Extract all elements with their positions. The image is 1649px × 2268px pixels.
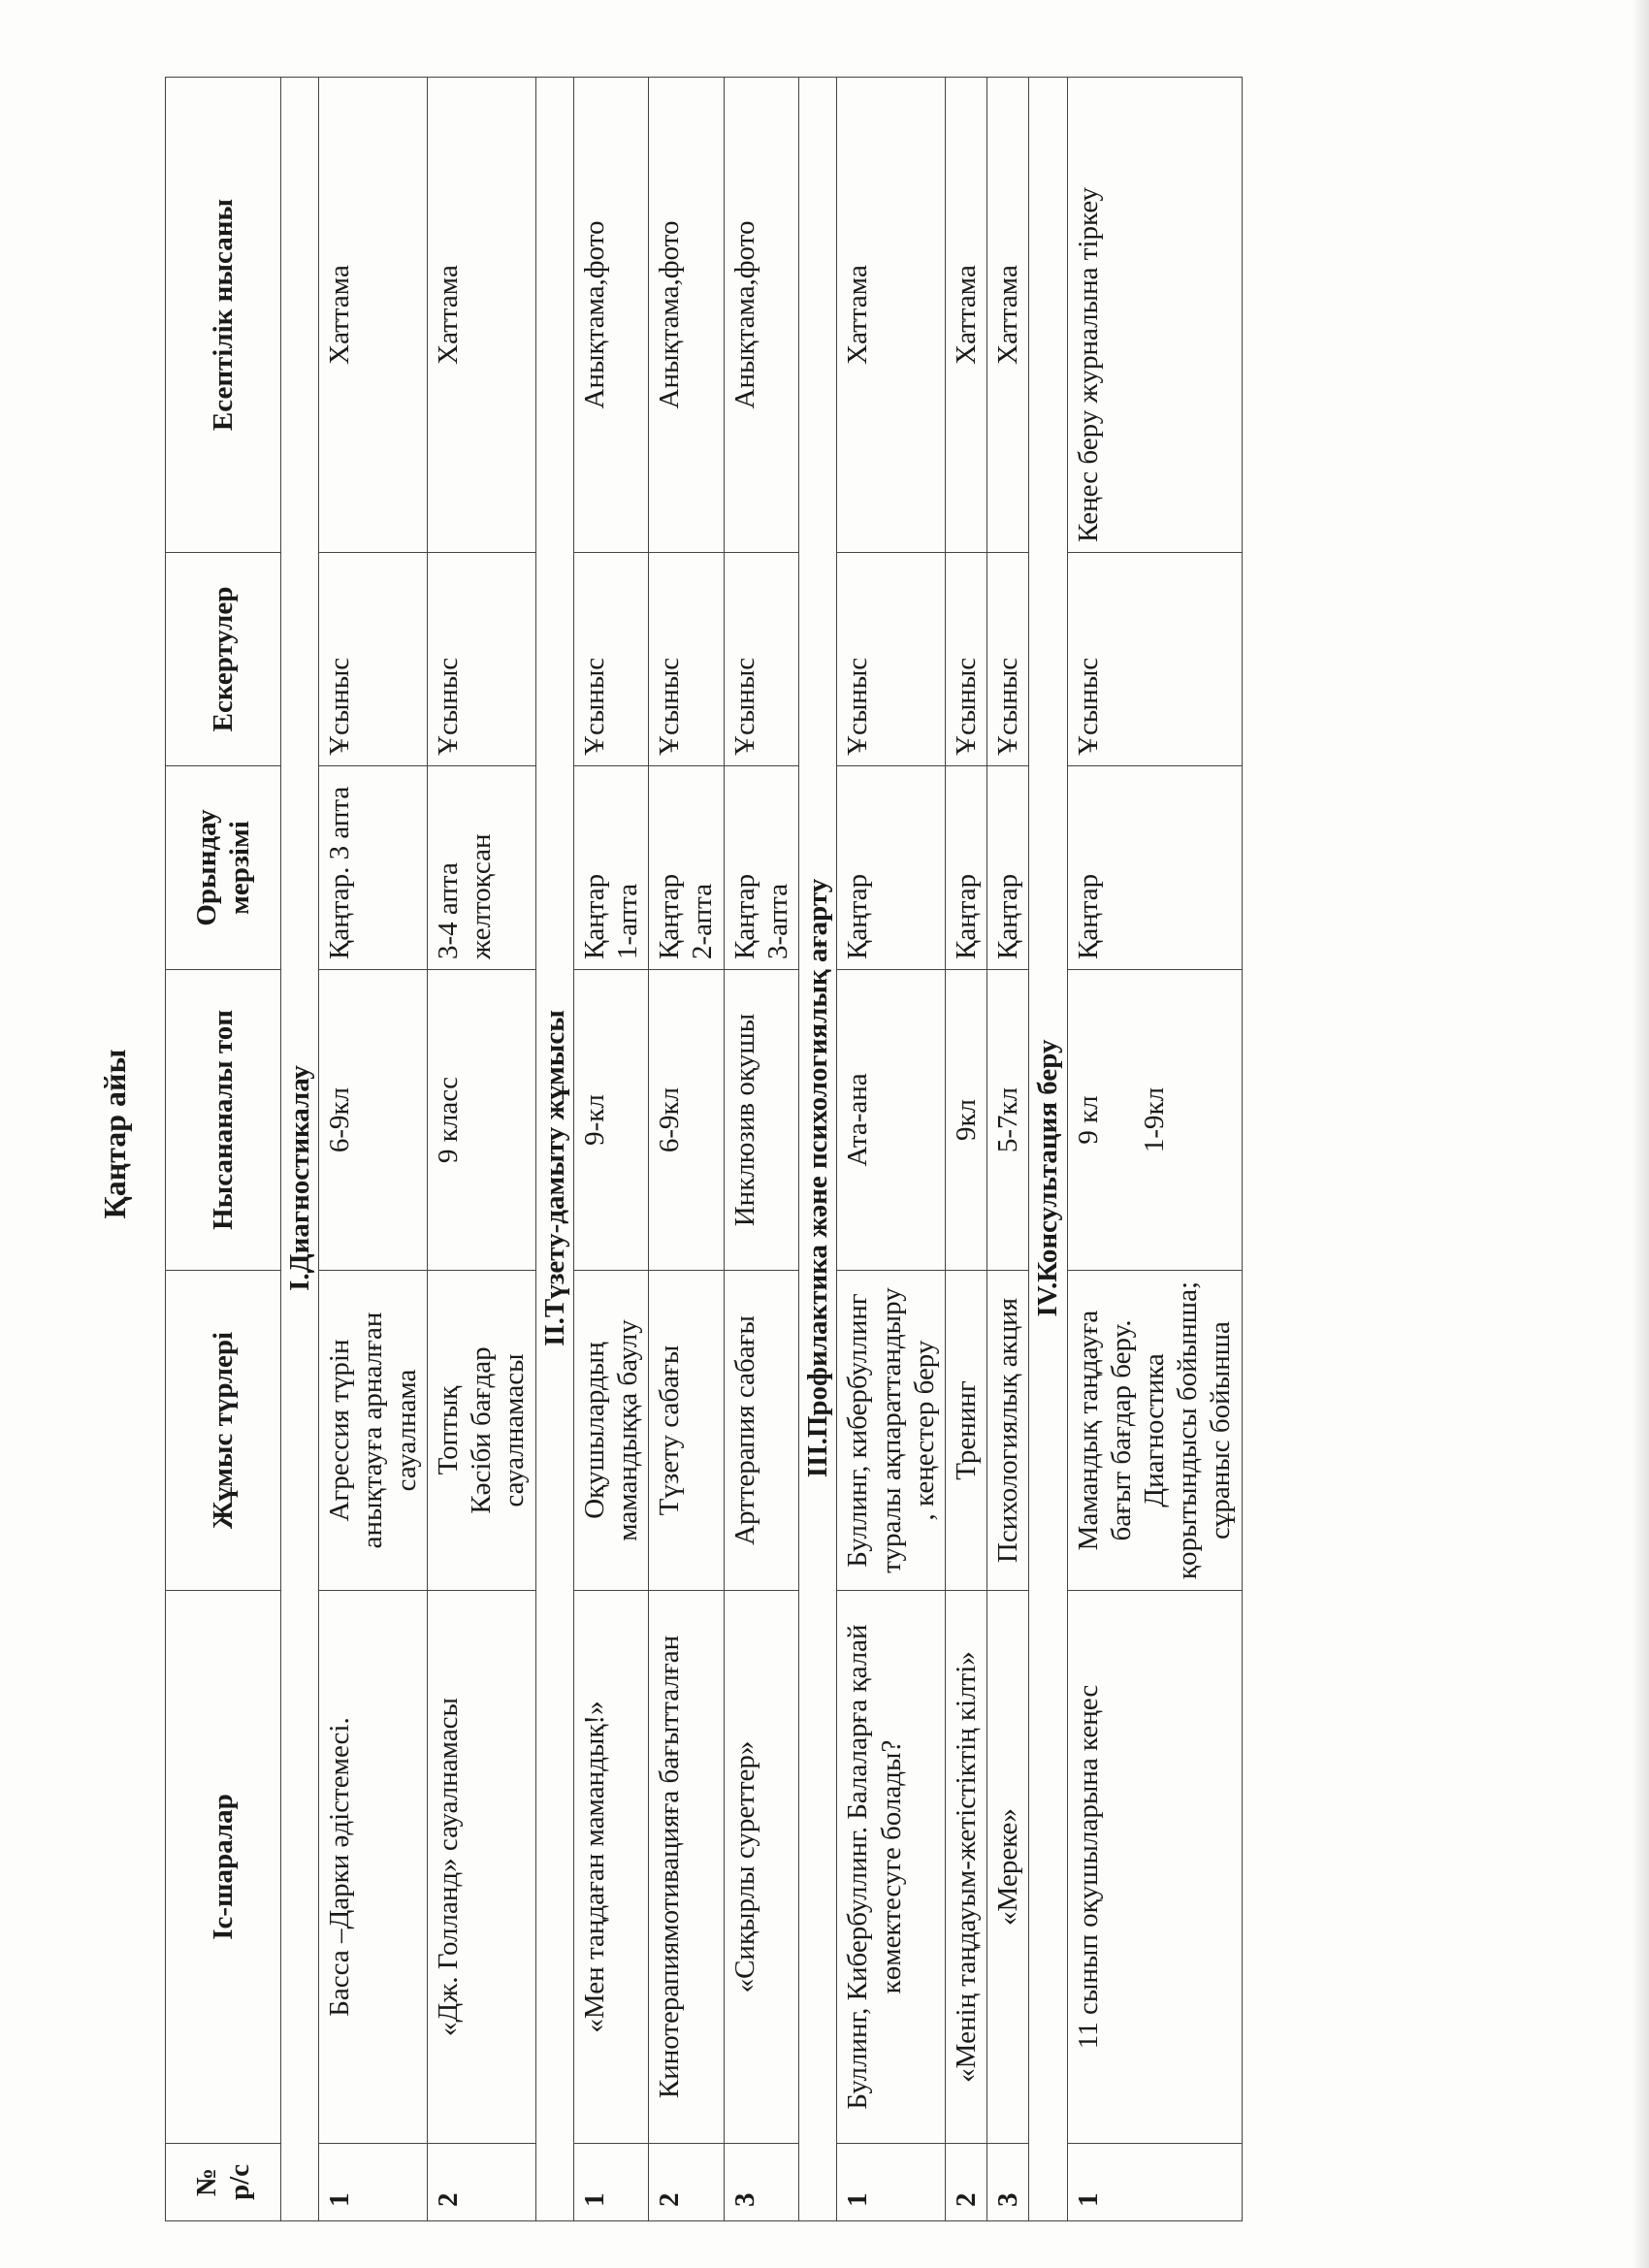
row-deadline: Қаңтар 3-апта: [724, 766, 798, 970]
row-notes: Ұсыныс: [837, 553, 946, 766]
row-target-group: Инклюзив оқушы: [724, 970, 798, 1271]
col-report: Есептілік нысаны: [166, 78, 281, 553]
row-notes: Ұсыныс: [649, 553, 724, 766]
row-report: Анықтама,фото: [724, 78, 798, 553]
section-spacer: [799, 78, 837, 553]
row-target-group: 6-9кл: [319, 970, 428, 1271]
row-deadline: Қаңтар: [987, 766, 1029, 970]
row-report: Анықтама,фото: [649, 78, 724, 553]
row-event: Басса –Дарки әдістемесі.: [319, 1591, 428, 2144]
col-work-types: Жұмыс түрлері: [166, 1271, 281, 1591]
section-header: [535, 78, 573, 2221]
row-target-group: 9-кл: [573, 970, 648, 1271]
col-events: Іс-шаралар: [166, 1591, 281, 2144]
section-spacer: [1029, 1591, 1067, 2144]
section-spacer: [1029, 2144, 1067, 2221]
row-event: «Дж. Голланд» сауалнамасы: [427, 1591, 535, 2144]
row-number: 2: [945, 2144, 986, 2221]
row-work-type: Оқушылардың мамандыққа баулу: [573, 1271, 648, 1591]
row-event: Кинотерапиямотивацияға бағытталған: [649, 1591, 724, 2144]
row-report: Хаттама: [837, 78, 946, 553]
row-number: 2: [427, 2144, 535, 2221]
row-deadline: Қаңтар: [1067, 766, 1242, 970]
row-work-type: Тренинг: [945, 1271, 986, 1591]
section-spacer: [535, 78, 573, 553]
section-title: ІІІ.Профилактика және психологиялық ағарту: [799, 766, 837, 1591]
row-target-group: 6-9кл: [649, 970, 724, 1271]
section-spacer: [281, 1591, 319, 2144]
row-number: 1: [837, 2144, 946, 2221]
row-work-type: Буллинг, кибербуллинг туралы ақпараттандыру , кеңестер беру: [837, 1271, 946, 1591]
table-header-row: [166, 78, 281, 2221]
row-number: 2: [649, 2144, 724, 2221]
row-work-type: Мамандық таңдауға бағыт бағдар беру. Диагностика қорытындысы бойынша; сұраныс бойынша: [1067, 1271, 1242, 1591]
row-notes: Ұсыныс: [427, 553, 535, 766]
row-event: «Сиқырлы суреттер»: [724, 1591, 798, 2144]
table-row: [573, 78, 648, 2221]
row-work-type: Топтық Кәсіби бағдар сауалнамасы: [427, 1271, 535, 1591]
row-work-type: Психологиялық акция: [987, 1271, 1029, 1591]
row-work-type: Түзету сабағы: [649, 1271, 724, 1591]
row-notes: Ұсыныс: [724, 553, 798, 766]
row-report: Анықтама,фото: [573, 78, 648, 553]
col-number: № р/с: [166, 2144, 281, 2221]
row-deadline: Қаңтар: [945, 766, 986, 970]
row-deadline: Қаңтар 2-апта: [649, 766, 724, 970]
row-event: «Мен таңдаған мамандық!»: [573, 1591, 648, 2144]
section-header: [1029, 78, 1067, 2221]
section-title: ІV.Консультация беру: [1029, 766, 1067, 1591]
row-number: 3: [987, 2144, 1029, 2221]
row-target-group: 9 кл 1-9кл: [1067, 970, 1242, 1271]
row-notes: Ұсыныс: [945, 553, 986, 766]
section-spacer: [281, 2144, 319, 2221]
row-number: 1: [573, 2144, 648, 2221]
row-target-group: 9 класс: [427, 970, 535, 1271]
table-row: [987, 78, 1029, 2221]
table-row: [945, 78, 986, 2221]
section-spacer: [1029, 78, 1067, 553]
row-report: Хаттама: [319, 78, 428, 553]
page-title: Қаңтар айы: [97, 1049, 132, 1219]
row-work-type: Агрессия түрін анықтауға арналған сауалнама: [319, 1271, 428, 1591]
col-notes: Ескертулер: [166, 553, 281, 766]
row-event: «Мереке»: [987, 1591, 1029, 2144]
table-row: [427, 78, 535, 2221]
col-target-group: Нысананалы топ: [166, 970, 281, 1271]
section-spacer: [281, 78, 319, 553]
row-target-group: 9кл: [945, 970, 986, 1271]
row-notes: Ұсыныс: [319, 553, 428, 766]
row-notes: Ұсыныс: [573, 553, 648, 766]
row-report: Кеңес беру журналына тіркеу: [1067, 78, 1242, 553]
row-deadline: 3-4 апта желтоқсан: [427, 766, 535, 970]
section-header: [799, 78, 837, 2221]
table-row: [1067, 78, 1242, 2221]
row-deadline: Қаңтар. 3 апта: [319, 766, 428, 970]
row-report: Хаттама: [945, 78, 986, 553]
section-spacer: [535, 553, 573, 766]
row-target-group: Ата-ана: [837, 970, 946, 1271]
row-event: 11 сынып оқушыларына кеңес: [1067, 1591, 1242, 2144]
section-spacer: [281, 553, 319, 766]
row-number: 3: [724, 2144, 798, 2221]
row-deadline: Қаңтар 1-апта: [573, 766, 648, 970]
section-spacer: [1029, 553, 1067, 766]
row-event: Буллинг, Кибербуллинг. Балаларға қалай көмектесуге болады?: [837, 1591, 946, 2144]
row-report: Хаттама: [427, 78, 535, 553]
row-number: 1: [319, 2144, 428, 2221]
row-event: «Менің таңдауым-жетістіктің кілті»: [945, 1591, 986, 2144]
row-target-group: 5-7кл: [987, 970, 1029, 1271]
section-spacer: [535, 1591, 573, 2144]
section-title: І.Диагностикалау: [281, 766, 319, 1591]
row-work-type: Арттерапия сабағы: [724, 1271, 798, 1591]
row-number: 1: [1067, 2144, 1242, 2221]
section-spacer: [799, 2144, 837, 2221]
table-row: [319, 78, 428, 2221]
col-deadline: Орындау мерзімі: [166, 766, 281, 970]
section-spacer: [799, 553, 837, 766]
plan-table: [165, 77, 1243, 2221]
row-report: Хаттама: [987, 78, 1029, 553]
section-spacer: [799, 1591, 837, 2144]
table-row: [837, 78, 946, 2221]
table-row: [649, 78, 724, 2221]
table-body: [281, 78, 1243, 2221]
row-notes: Ұсыныс: [987, 553, 1029, 766]
table-row: [724, 78, 798, 2221]
row-deadline: Қаңтар: [837, 766, 946, 970]
section-spacer: [535, 2144, 573, 2221]
section-header: [281, 78, 319, 2221]
section-title: ІІ.Түзету-дамыту жұмысы: [535, 766, 573, 1591]
row-notes: Ұсыныс: [1067, 553, 1242, 766]
